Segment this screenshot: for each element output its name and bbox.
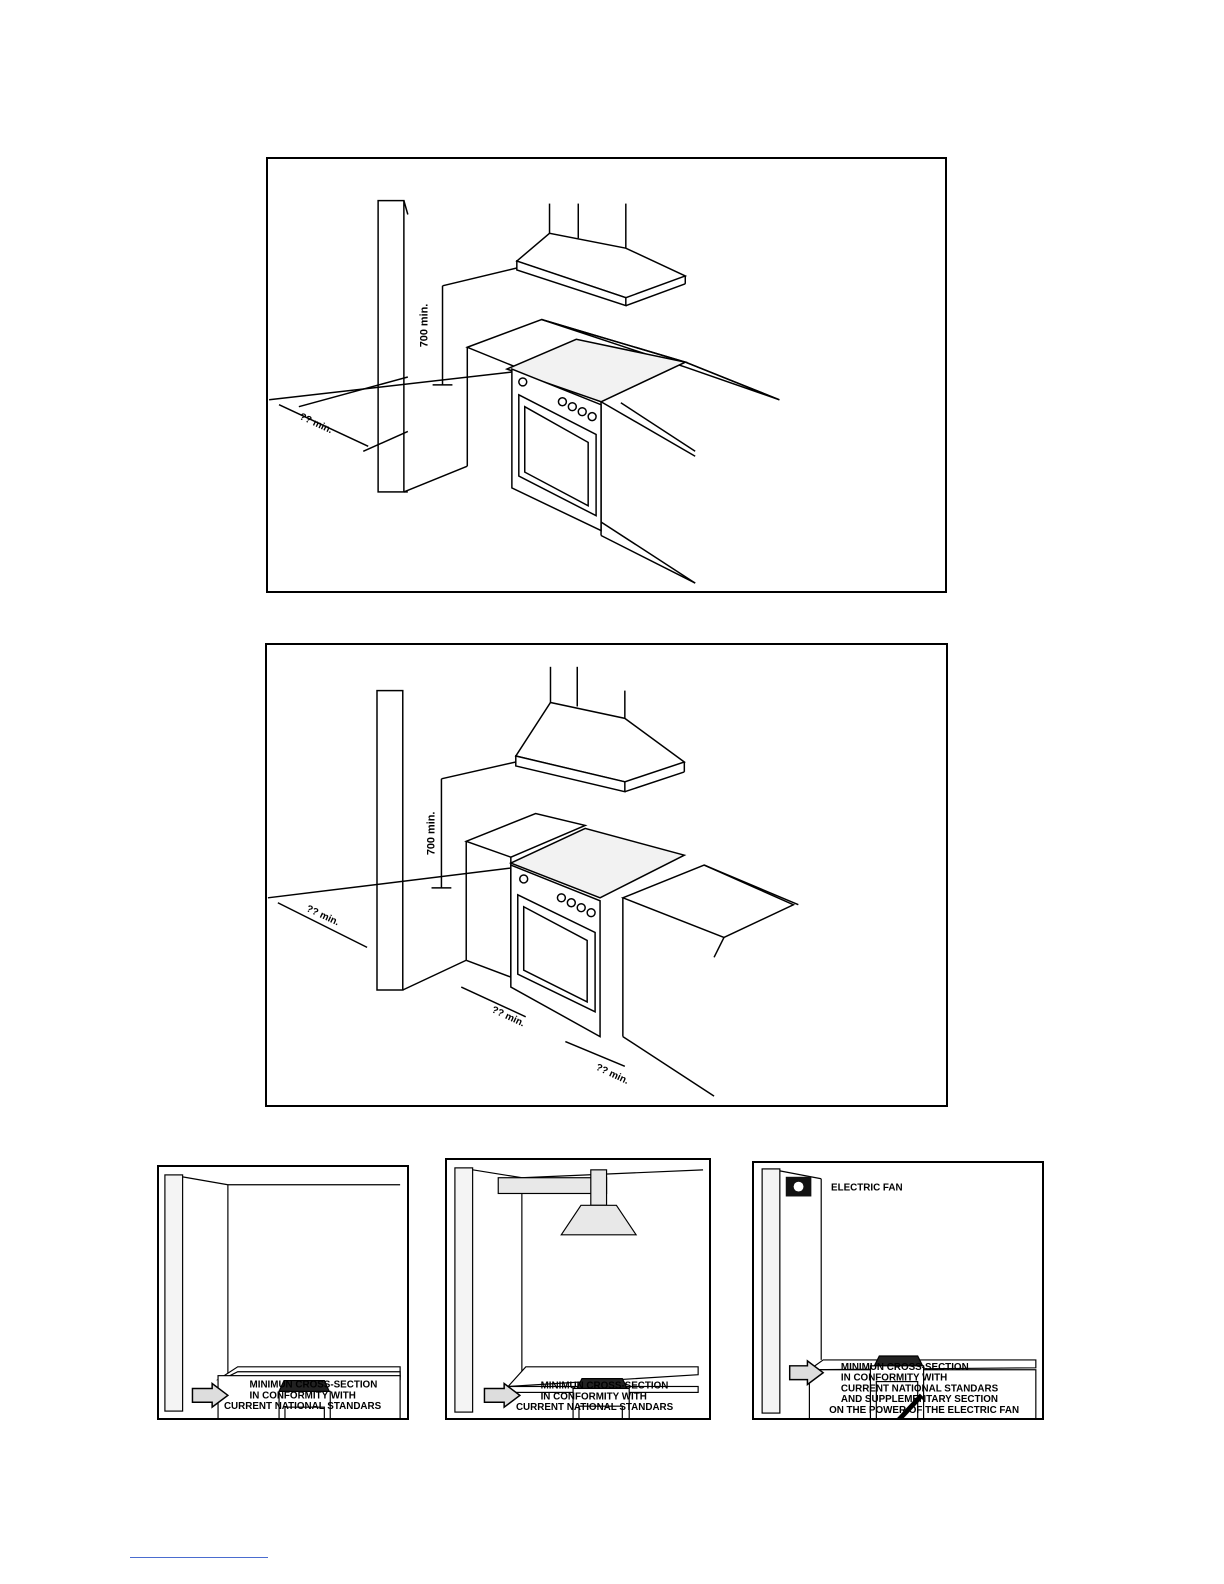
dim-side-label: ?? min. — [297, 411, 335, 437]
ventilation-figure-1 — [157, 1165, 409, 1420]
caption-line-1: MINIMUN CROSS-SECTION — [540, 1380, 669, 1392]
dim-gap-left-label: ?? min. — [489, 1004, 527, 1030]
dim-side-label: ?? min. — [304, 903, 341, 929]
extractor-hood — [561, 1205, 636, 1235]
footer-rule — [130, 1557, 268, 1558]
ventilation-diagram-1 — [159, 1167, 407, 1418]
fan-label: ELECTRIC FAN — [831, 1182, 903, 1194]
ventilation-diagram-2 — [447, 1160, 709, 1418]
extractor-hood — [516, 667, 685, 792]
ventilation-diagram-3 — [754, 1163, 1042, 1418]
caption — [516, 1380, 674, 1413]
extractor-hood — [517, 204, 685, 306]
brick-wall — [377, 691, 403, 990]
brick-wall — [762, 1169, 780, 1413]
dim-gap-right-label: ?? min. — [593, 1062, 631, 1087]
caption-line-2: IN CONFORMITY WITH — [840, 1372, 948, 1384]
installation-figure-1 — [266, 157, 947, 593]
installation-diagram-1 — [268, 159, 945, 591]
caption-line-2: IN CONFORMITY WITH — [249, 1390, 356, 1402]
caption-line-5: ON THE POWER OF THE ELECTRIC FAN — [829, 1405, 1020, 1417]
dim-vertical-label: 700 min. — [425, 811, 438, 856]
ventilation-figure-2 — [445, 1158, 711, 1420]
brick-wall — [378, 201, 408, 492]
brick-wall — [165, 1175, 183, 1411]
caption-line-3: CURRENT NATIONAL STANDARS — [223, 1401, 382, 1413]
dim-vertical-label: 700 min. — [418, 303, 431, 348]
caption-line-2: IN CONFORMITY WITH — [540, 1391, 647, 1403]
installation-diagram-2 — [267, 645, 946, 1105]
caption-line-1: MINIMUN CROSS-SECTION — [249, 1379, 378, 1391]
ventilation-figure-3 — [752, 1161, 1044, 1420]
installation-figure-2 — [265, 643, 948, 1107]
brick-wall — [455, 1168, 473, 1412]
caption-line-4: AND SUPPLEMENTARY SECTION — [840, 1394, 998, 1406]
caption-line-3: CURRENT NATIONAL STANDARS — [840, 1383, 999, 1395]
caption-line-1: MINIMUN CROSS-SECTION — [840, 1361, 969, 1373]
caption-line-3: CURRENT NATIONAL STANDARS — [515, 1402, 674, 1414]
